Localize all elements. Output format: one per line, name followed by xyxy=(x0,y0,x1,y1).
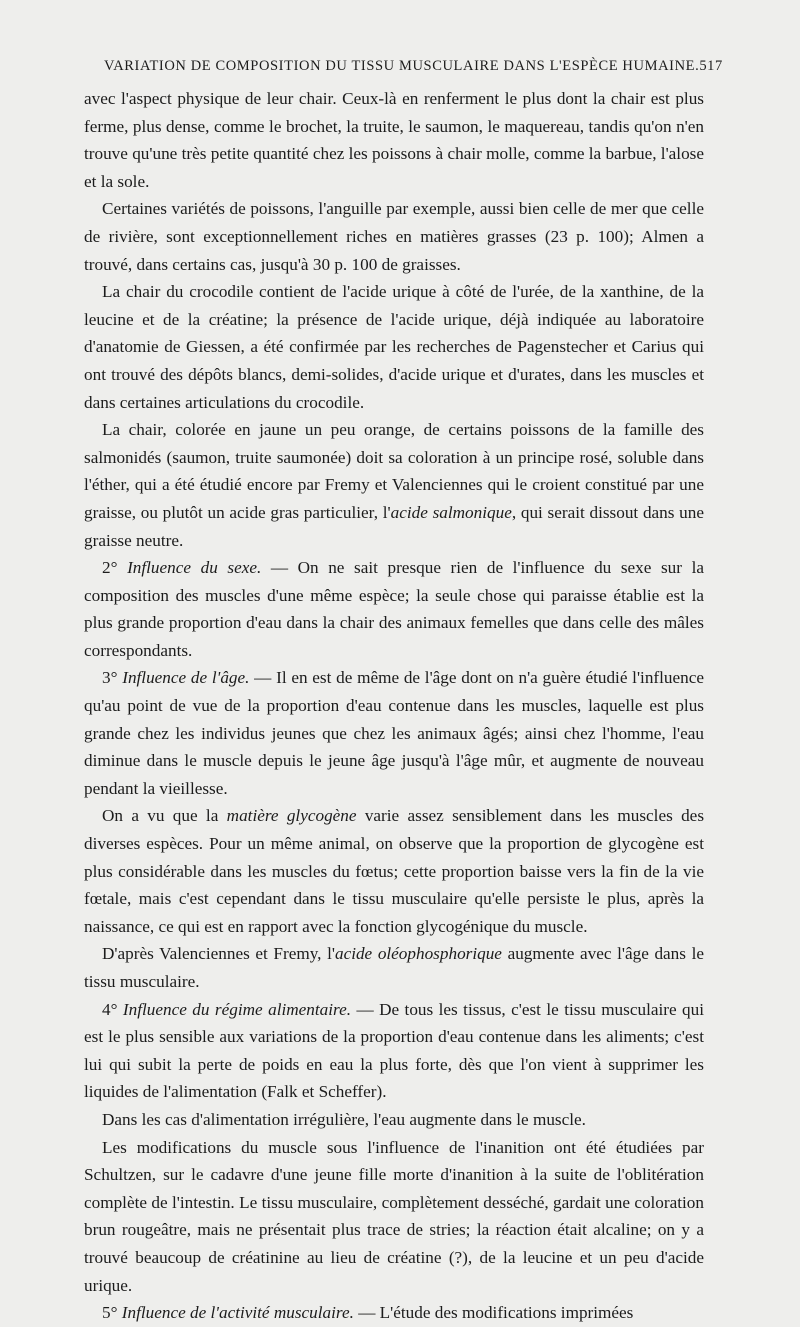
paragraph-text: varie assez sensiblement dans les muscles des diverses espèces. Pour un même animal, on observe que la proportion de glycogène est plus considérable dans les muscles du fœtus; cette proportion baisse vers la fin de la vie fœtale, mais c'est cependant dans le tissu musculaire qu'elle persiste le plus, après la naissance, ce qui est en rapport avec la fonction glycogénique du muscle. xyxy=(84,806,705,936)
italic-term: acide salmonique xyxy=(390,502,512,522)
section-heading: Influence de l'activité musculaire. xyxy=(121,1303,354,1323)
paragraph: La chair du crocodile contient de l'acide urique à côté de l'urée, de la xanthine, de la leucine et de la créatine; la présence de l'acide urique, déjà indiquée au laboratoire d'anatomie de Giessen, a été confirmée par les recherches de Pagenstecher et Carius qui ont trouvé des dépôts blancs, demi-solides, d'acide urique et d'urates, dans les muscles et dans certaines articulations du crocodile. xyxy=(84,282,704,412)
section-paragraph xyxy=(84,996,704,1106)
section-paragraph xyxy=(84,1299,704,1327)
section-number: 4° xyxy=(102,999,123,1019)
paragraph: Les modifications du muscle sous l'influence de l'inanition ont été étudiées par Schultzen, sur le cadavre d'une jeune fille morte d'inanition à la suite de l'oblitération complète de l'intestin. Le tissu musculaire, complètement desséché, gardait une coloration brun rougeâtre, mais ne présentait plus trace de stries; la réaction était alcaline; on y a trouvé beaucoup de créatinine au lieu de créatine (?), de la leucine et un peu d'acide urique. xyxy=(84,1137,704,1295)
running-header xyxy=(104,58,723,75)
paragraph-text: — L'étude des modifications imprimées xyxy=(353,1303,634,1323)
paragraph-text: On a vu que la xyxy=(102,806,227,826)
section-heading: Influence du régime alimentaire. xyxy=(122,999,351,1019)
section-number: 2° xyxy=(102,558,128,578)
page-number: 517 xyxy=(699,58,723,74)
paragraph-text: augmente avec l'âge dans le tissu musculaire. xyxy=(84,944,704,991)
paragraph: avec l'aspect physique de leur chair. Ceux-là en renferment le plus dont la chair est plus ferme, plus dense, comme le brochet, la truite, le saumon, le maquereau, tandis qu'on n'en trouve qu'une très petite quantité chez les poissons à chair molle, comme la barbue, l'alose et la sole. xyxy=(84,89,704,191)
paragraph xyxy=(84,802,704,940)
section-paragraph xyxy=(84,664,704,802)
paragraph xyxy=(84,940,704,995)
paragraph-text: — De tous les tissus, c'est le tissu musculaire qui est le plus sensible aux variations de la proportion d'eau contenue dans les aliments; c'est lui qui subit la perte de poids en eau la plus forte, dès que l'on vient à supprimer les liquides de l'alimentation (Falk et Scheffer). xyxy=(84,999,704,1102)
italic-term: matière glycogène xyxy=(226,806,357,826)
paragraph-text: D'après Valenciennes et Fremy, l' xyxy=(102,944,335,964)
section-number: 3° xyxy=(102,668,123,688)
section-heading: Influence de l'âge. xyxy=(122,668,250,688)
paragraph: Certaines variétés de poissons, l'anguille par exemple, aussi bien celle de mer que celle de rivière, sont exceptionnellement riches en matières grasses (23 p. 100); Almen a trouvé, dans certains cas, jusqu'à 30 p. 100 de graisses. xyxy=(84,199,704,274)
paragraph xyxy=(84,416,704,554)
italic-term: acide oléophosphorique xyxy=(334,944,502,964)
paragraph: Dans les cas d'alimentation irrégulière, l'eau augmente dans le muscle. xyxy=(102,1109,586,1129)
paragraph-text: La chair, colorée en jaune un peu orange, de certains poissons de la famille des salmonidés (saumon, truite saumonée) doit sa coloration à un principe rosé, soluble dans l'éther, qui a été étudié encore par Fremy et Valenciennes qui le croient constitué par une graisse, ou plutôt un acide gras particulier, l' xyxy=(84,420,704,522)
section-number: 5° xyxy=(102,1303,122,1323)
section-heading: Influence du sexe. xyxy=(127,558,262,578)
paragraph-text: — On ne sait presque rien de l'influence du sexe sur la composition des muscles d'une même espèce; la seule chose qui paraisse établie est la plus grande proportion d'eau dans la chair des animaux femelles que dans celle des mâles correspondants. xyxy=(84,558,704,660)
paragraph-text: — Il en est de même de l'âge dont on n'a guère étudié l'influence qu'au point de vue de la proportion d'eau contenue dans les muscles, laquelle est plus grande chez les individus jeunes que chez les animaux âgés; ainsi chez l'homme, l'eau diminue dans le muscle depuis le jeune âge jusqu'à l'âge mûr, et augmente de nouveau pendant la vieillesse. xyxy=(84,668,705,798)
section-paragraph xyxy=(84,554,704,664)
paragraph-text: , qui serait dissout dans une graisse neutre. xyxy=(84,502,704,550)
running-title: VARIATION DE COMPOSITION DU TISSU MUSCULAIRE DANS L'ESPÈCE HUMAINE. xyxy=(104,58,700,74)
body-text xyxy=(84,85,704,1327)
